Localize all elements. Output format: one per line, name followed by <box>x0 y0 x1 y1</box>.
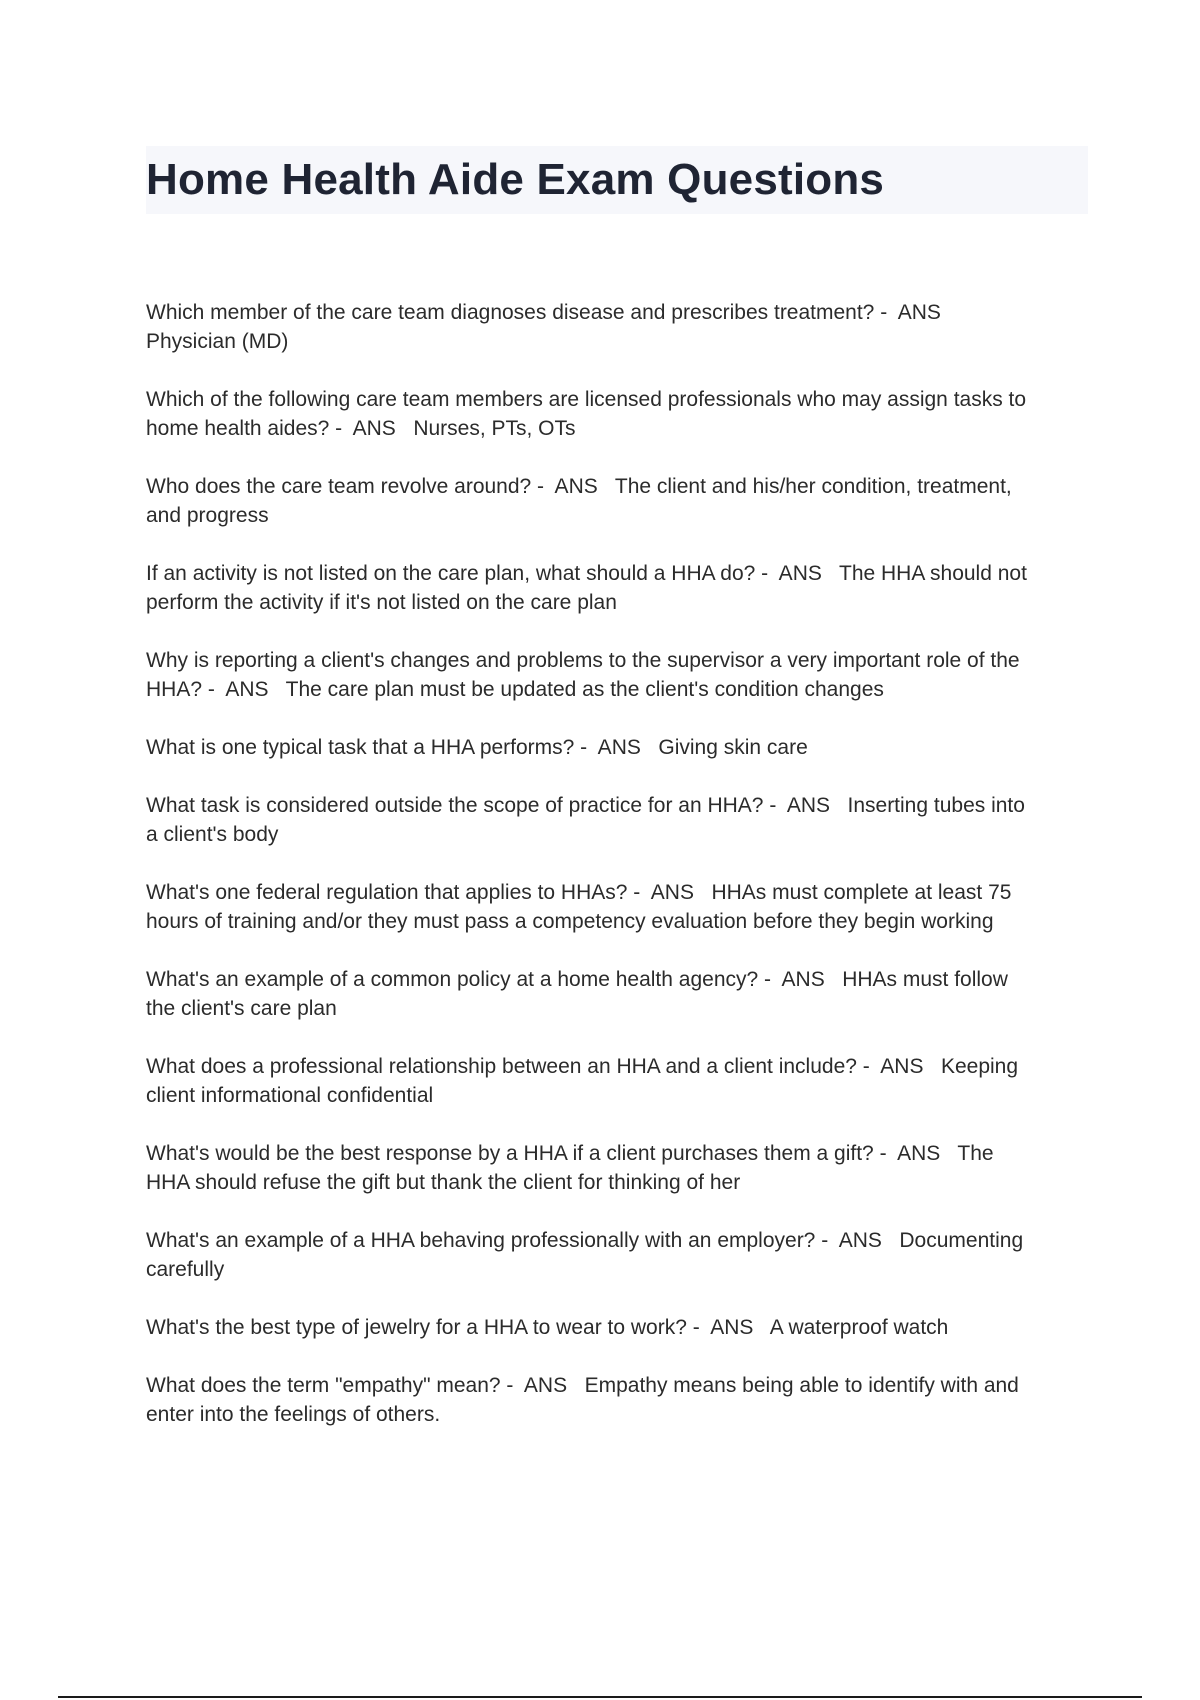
question-answer-item: What's an example of a common policy at a home health agency? - ANS HHAs must follow the client's care plan <box>146 968 1008 1020</box>
question-answer-item: What task is considered outside the scope of practice for an HHA? - ANS Inserting tubes into a client's body <box>146 794 1025 846</box>
question-answer-item: Why is reporting a client's changes and problems to the supervisor a very important role of the HHA? - ANS The care plan must be updated as the client's condition changes <box>146 649 1020 701</box>
question-answer-item: What does a professional relationship between an HHA and a client include? - ANS Keeping client informational confidential <box>146 1055 1019 1107</box>
question-answer-item: What's would be the best response by a HHA if a client purchases them a gift? - ANS The HHA should refuse the gift but thank the client for thinking of her <box>146 1142 994 1194</box>
question-answer-list <box>146 298 1088 1458</box>
footer-divider <box>58 1696 1142 1698</box>
document-title: Home Health Aide Exam Questions <box>146 155 885 204</box>
question-answer-item: What's an example of a HHA behaving professionally with an employer? - ANS Documenting carefully <box>146 1229 1024 1281</box>
question-answer-item: What's the best type of jewelry for a HHA to wear to work? - ANS A waterproof watch <box>146 1316 949 1339</box>
question-answer-item: What is one typical task that a HHA performs? - ANS Giving skin care <box>146 736 808 759</box>
question-answer-item: Which member of the care team diagnoses disease and prescribes treatment? - ANS Physician (MD) <box>146 301 941 353</box>
question-answer-item: If an activity is not listed on the care plan, what should a HHA do? - ANS The HHA should not perform the activity if it's not listed on the care plan <box>146 562 1027 614</box>
question-answer-item: What's one federal regulation that applies to HHAs? - ANS HHAs must complete at least 75 hours of training and/or they must pass a competency evaluation before they begin working <box>146 881 1012 933</box>
question-answer-item: Which of the following care team members are licensed professionals who may assign tasks to home health aides? - ANS Nurses, PTs, OTs <box>146 388 1027 440</box>
question-answer-item: Who does the care team revolve around? - ANS The client and his/her condition, treatment, and progress <box>146 475 1012 527</box>
question-answer-item: What does the term "empathy" mean? - ANS Empathy means being able to identify with and enter into the feelings of others. <box>146 1374 1019 1426</box>
